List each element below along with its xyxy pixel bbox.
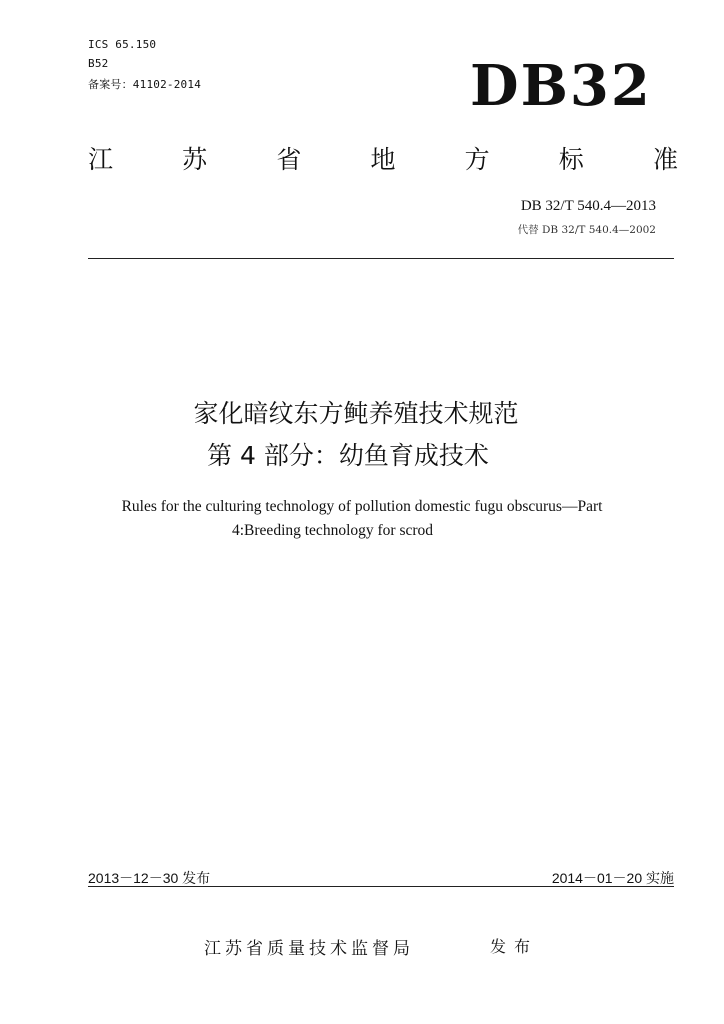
province-standard-heading bbox=[88, 140, 678, 176]
category-code: B52 bbox=[88, 57, 109, 70]
footer-divider bbox=[88, 886, 674, 887]
province-char: 准 bbox=[652, 145, 678, 174]
title-cn-line2: 第 4 部分：幼鱼育成技术 bbox=[207, 441, 489, 470]
filing-number: 备案号：41102-2014 bbox=[88, 78, 202, 91]
effective-date: 2014－01－20 实施 bbox=[551, 870, 674, 886]
province-char: 标 bbox=[558, 145, 584, 174]
standard-prefix-logo: DB32 bbox=[470, 53, 652, 119]
issuing-authority: 江苏省质量技术监督局 bbox=[204, 939, 414, 959]
header-divider bbox=[88, 258, 674, 259]
province-char: 苏 bbox=[182, 145, 208, 174]
title-cn-line1: 家化暗纹东方鲀养殖技术规范 bbox=[193, 399, 519, 428]
publish-label: 发布 bbox=[490, 937, 539, 956]
standard-number: DB 32/T 540.4—2013 bbox=[520, 198, 656, 214]
province-char: 方 bbox=[464, 145, 490, 174]
title-en-line2: 4:Breeding technology for scrod bbox=[232, 522, 434, 539]
province-char: 地 bbox=[370, 145, 396, 174]
province-char: 江 bbox=[88, 145, 114, 174]
replaces-standard: 代替 DB 32/T 540.4—2002 bbox=[517, 224, 656, 236]
title-en-line1: Rules for the culturing technology of pollution domestic fugu obscurus—Part bbox=[121, 498, 603, 515]
ics-code: ICS 65.150 bbox=[88, 38, 157, 51]
issue-date: 2013－12－30 发布 bbox=[88, 870, 211, 886]
province-char: 省 bbox=[276, 145, 302, 174]
